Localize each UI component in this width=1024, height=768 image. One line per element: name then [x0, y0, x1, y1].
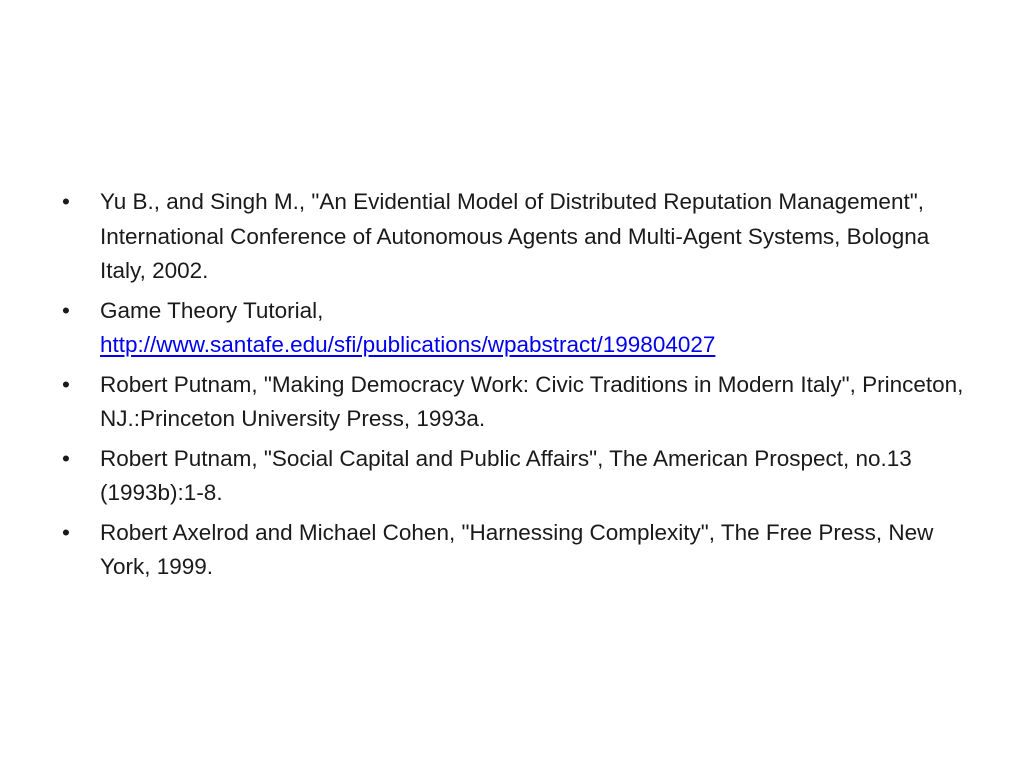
reference-text: Robert Putnam, "Making Democracy Work: Civic Traditions in Modern Italy", Princeton, NJ.:Princeton University Press, 1993a. [100, 371, 964, 431]
bullet-icon: • [62, 189, 70, 214]
bullet-icon: • [62, 519, 70, 545]
reference-item [62, 368, 972, 437]
reference-item [62, 294, 972, 363]
reference-item [62, 516, 972, 585]
reference-text: Robert Axelrod and Michael Cohen, "Harnessing Complexity", The Free Press, New York, 1999. [100, 519, 934, 579]
reference-list [62, 185, 972, 590]
bullet-icon: • [62, 445, 70, 471]
bullet-icon: • [62, 371, 70, 397]
reference-item [62, 185, 972, 289]
reference-text: Game Theory Tutorial, [100, 297, 324, 323]
reference-item [62, 442, 972, 511]
bullet-icon: • [62, 297, 70, 323]
game-theory-tutorial-link[interactable]: http://www.santafe.edu/sfi/publications/wpabstract/199804027 [100, 332, 716, 357]
reference-text: Yu B., and Singh M., "An Evidential Model of Distributed Reputation Management", International Conference of Autonomous Agents and Multi-Agent Systems, Bologna Italy, 2002. [100, 189, 930, 283]
reference-text: Robert Putnam, "Social Capital and Public Affairs", The American Prospect, no.13 (1993b):1-8. [100, 445, 912, 505]
